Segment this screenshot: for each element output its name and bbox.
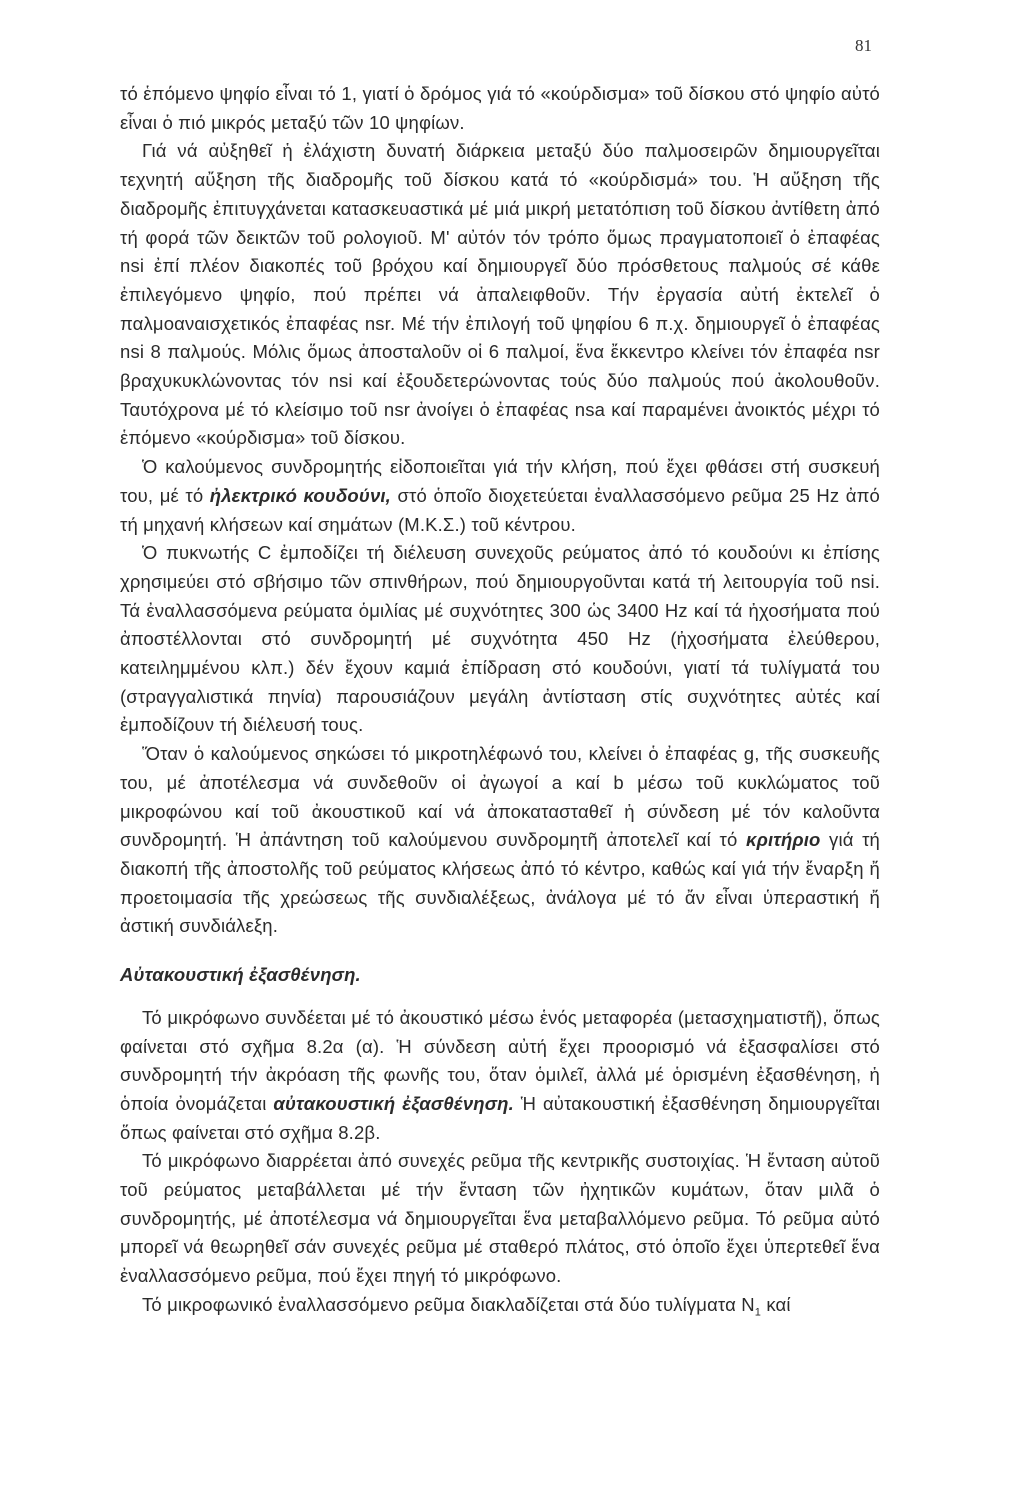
paragraph-text: καί	[761, 1293, 791, 1315]
paragraph-text: Τό μικρόφωνο συνδέεται μέ τό ἀκουστικό μέσω ἑνός μεταφορέα (μετασχηματιστῆ), ὅπως φαίνεται στό σχῆμα 8.2α (α). Ἡ σύνδεση αὐτή ἔχει προορισμό νά ἐξασφαλίσει στό συνδρομητή τήν ἀκρόαση τῆς φωνῆς του, ὅταν ὁμιλεῖ, ἀλλά μέ ὁρισμένη ἐξασθένηση, ἡ ὁποία ὀνομάζεται	[120, 1006, 880, 1114]
paragraph-microphone-current: Τό μικρόφωνο διαρρέεται ἀπό συνεχές ρεῦμα τῆς κεντρικῆς συστοιχίας. Ἡ ἔνταση αὐτοῦ τοῦ ρεύματος μεταβάλλεται μέ τήν ἔνταση τῶν ἠχητικῶν κυμάτων, ὅταν μιλᾶ ὁ συνδρομητής, μέ ἀποτέλεσμα νά δημιουργεῖται ἕνα μεταβαλλόμενο ρεῦμα. Τό ρεῦμα αὐτό μπορεῖ νά θεωρηθεῖ σάν συνεχές ρεῦμα μέ σταθερό πλάτος, στό ὁποῖο ἔχει ὑπερτεθεῖ ἕνα ἐναλλασσόμενο ρεῦμα, πού ἔχει πηγή τό μικρόφωνο.	[120, 1150, 880, 1287]
paragraph-continuation: τό ἑπόμενο ψηφίο εἶναι τό 1, γιατί ὁ δρόμος γιά τό «κούρδισμα» τοῦ δίσκου στό ψηφίο αὐτό εἶναι ὁ πιό μικρός μεταξύ τῶν 10 ψηφίων.	[120, 83, 880, 133]
paragraph-microphone-connection	[120, 1004, 880, 1148]
term-electric-bell: ἠλεκτρικό κουδούνι,	[209, 484, 391, 506]
paragraph-microphone-ac	[120, 1291, 880, 1327]
paragraph-text: Ὁ καλούμενος συνδρομητής εἰδοποιεῖται γιά τήν κλήση, πού ἔχει φθάσει στή συσκευή του, μέ τό	[120, 456, 880, 506]
term-sidetone: αὐτακουστική ἐξασθένηση.	[273, 1092, 514, 1114]
subscript: 1	[754, 1306, 762, 1319]
paragraph-answer	[120, 740, 880, 941]
paragraph-electric-bell	[120, 453, 880, 539]
paragraph-text: γιά τή διακοπή τῆς ἀποστολῆς τοῦ ρεύματος κλήσεως ἀπό τό κέντρο, καθώς καί γιά τήν ἔναρξη ἤ προετοιμασία τῆς χρεώσεως τῆς συνδιαλέξεως, ἀνάλογα μέ τό ἄν εἶναι ὑπεραστική ἤ ἀστική συνδιάλεξη.	[120, 829, 880, 937]
term-criterion: κριτήριο	[745, 829, 821, 851]
paragraph-dial-pulses: Γιά νά αὐξηθεῖ ἡ ἐλάχιστη δυνατή διάρκεια μεταξύ δύο παλμοσειρῶν δημιουργεῖται τεχνητή αὔξηση τῆς διαδρομῆς τοῦ δίσκου κατά τό «κούρδισμά» του. Ἡ αὔξηση τῆς διαδρομῆς ἐπιτυγχάνεται κατασκευαστικά μέ μιά μικρή μετατόπιση τοῦ δίσκου ἀντίθετη ἀπό τή φορά τῶν δεικτῶν τοῦ ρολογιοῦ. Μ' αὐτόν τόν τρόπο ὅμως πραγματοποιεῖ ὁ ἐπαφέας nsi ἐπί πλέον διακοπές τοῦ βρόχου καί δημιουργεῖ δύο πρόσθετους παλμούς σέ κάθε ἐπιλεγόμενο ψηφίο, πού πρέπει νά ἀπαλειφθοῦν. Τήν ἐργασία αὐτή ἐκτελεῖ ὁ παλμοαναισχετικός ἐπαφέας nsr. Μέ τήν ἐπιλογή τοῦ ψηφίου 6 π.χ. δημιουργεῖ ὁ ἐπαφέας nsi 8 παλμούς. Μόλις ὅμως ἀποσταλοῦν οἱ 6 παλμοί, ἕνα ἔκκεντρο κλείνει τόν ἐπαφέα nsr βραχυκυκλώνοντας τόν nsi καί ἐξουδετερώνοντας τούς δύο παλμούς πού ἀκολουθοῦν. Ταυτόχρονα μέ τό κλείσιμο τοῦ nsr ἀνοίγει ὁ ἐπαφέας nsa καί παραμένει ἀνοικτός μέχρι τό ἑπόμενο «κούρδισμα» τοῦ δίσκου.	[120, 140, 880, 449]
paragraph-text: στό ὁποῖο διοχετεύεται ἐναλλασσόμενο ρεῦμα 25 Hz ἀπό τή μηχανή κλήσεων καί σημάτων (Μ.Κ.Σ.) τοῦ κέντρου.	[120, 484, 880, 535]
paragraph-text: Ὅταν ὁ καλούμενος σηκώσει τό μικροτηλέφωνό του, κλείνει ὁ ἐπαφέας g, τῆς συσκευῆς του, μέ ἀποτέλεσμα νά συνδεθοῦν οἱ ἀγωγοί a καί b μέσω τοῦ κυκλώματος τοῦ μικροφώνου καί τοῦ ἀκουστικοῦ καί νά ἀποκατασταθεῖ ἡ σύνδεση μέ τόν καλοῦντα συνδρομητή. Ἡ ἀπάντηση τοῦ καλούμενου συνδρομητῆ ἀποτελεῖ καί τό	[120, 743, 880, 851]
page-number: 81	[855, 36, 872, 55]
page-body	[120, 80, 880, 1327]
section-heading: Αὐτακουστική ἐξασθένηση.	[120, 964, 361, 986]
paragraph-text: Τό μικροφωνικό ἐναλλασσόμενο ρεῦμα διακλαδίζεται στά δύο τυλίγματα N	[142, 1293, 755, 1315]
paragraph-capacitor: Ὁ πυκνωτής C ἐμποδίζει τή διέλευση συνεχοῦς ρεύματος ἀπό τό κουδούνι κι ἐπίσης χρησιμεύει στό σβήσιμο τῶν σπινθήρων, πού δημιουργοῦνται κατά τή λειτουργία τοῦ nsi. Τά ἐναλλασσόμενα ρεύματα ὁμιλίας μέ συχνότητες 300 ὡς 3400 Hz καί τά ἠχοσήματα πού ἀποστέλλονται στό συνδρομητή μέ συχνότητα 450 Hz (ἠχοσήματα ἐλεύθερου, κατειλημμένου κλπ.) δέν ἔχουν καμιά ἐπίδραση στό κουδούνι, γιατί τά τυλίγματά του (στραγγαλιστικά πηνία) παρουσιάζουν μεγάλη ἀντίσταση στίς συχνότητες αὐτές καί ἐμποδίζουν τή διέλευσή τους.	[120, 542, 880, 736]
paragraph-text: Ἡ αὐτακουστική ἐξασθένηση δημιουργεῖται ὅπως φαίνεται στό σχῆμα 8.2β.	[120, 1092, 880, 1143]
